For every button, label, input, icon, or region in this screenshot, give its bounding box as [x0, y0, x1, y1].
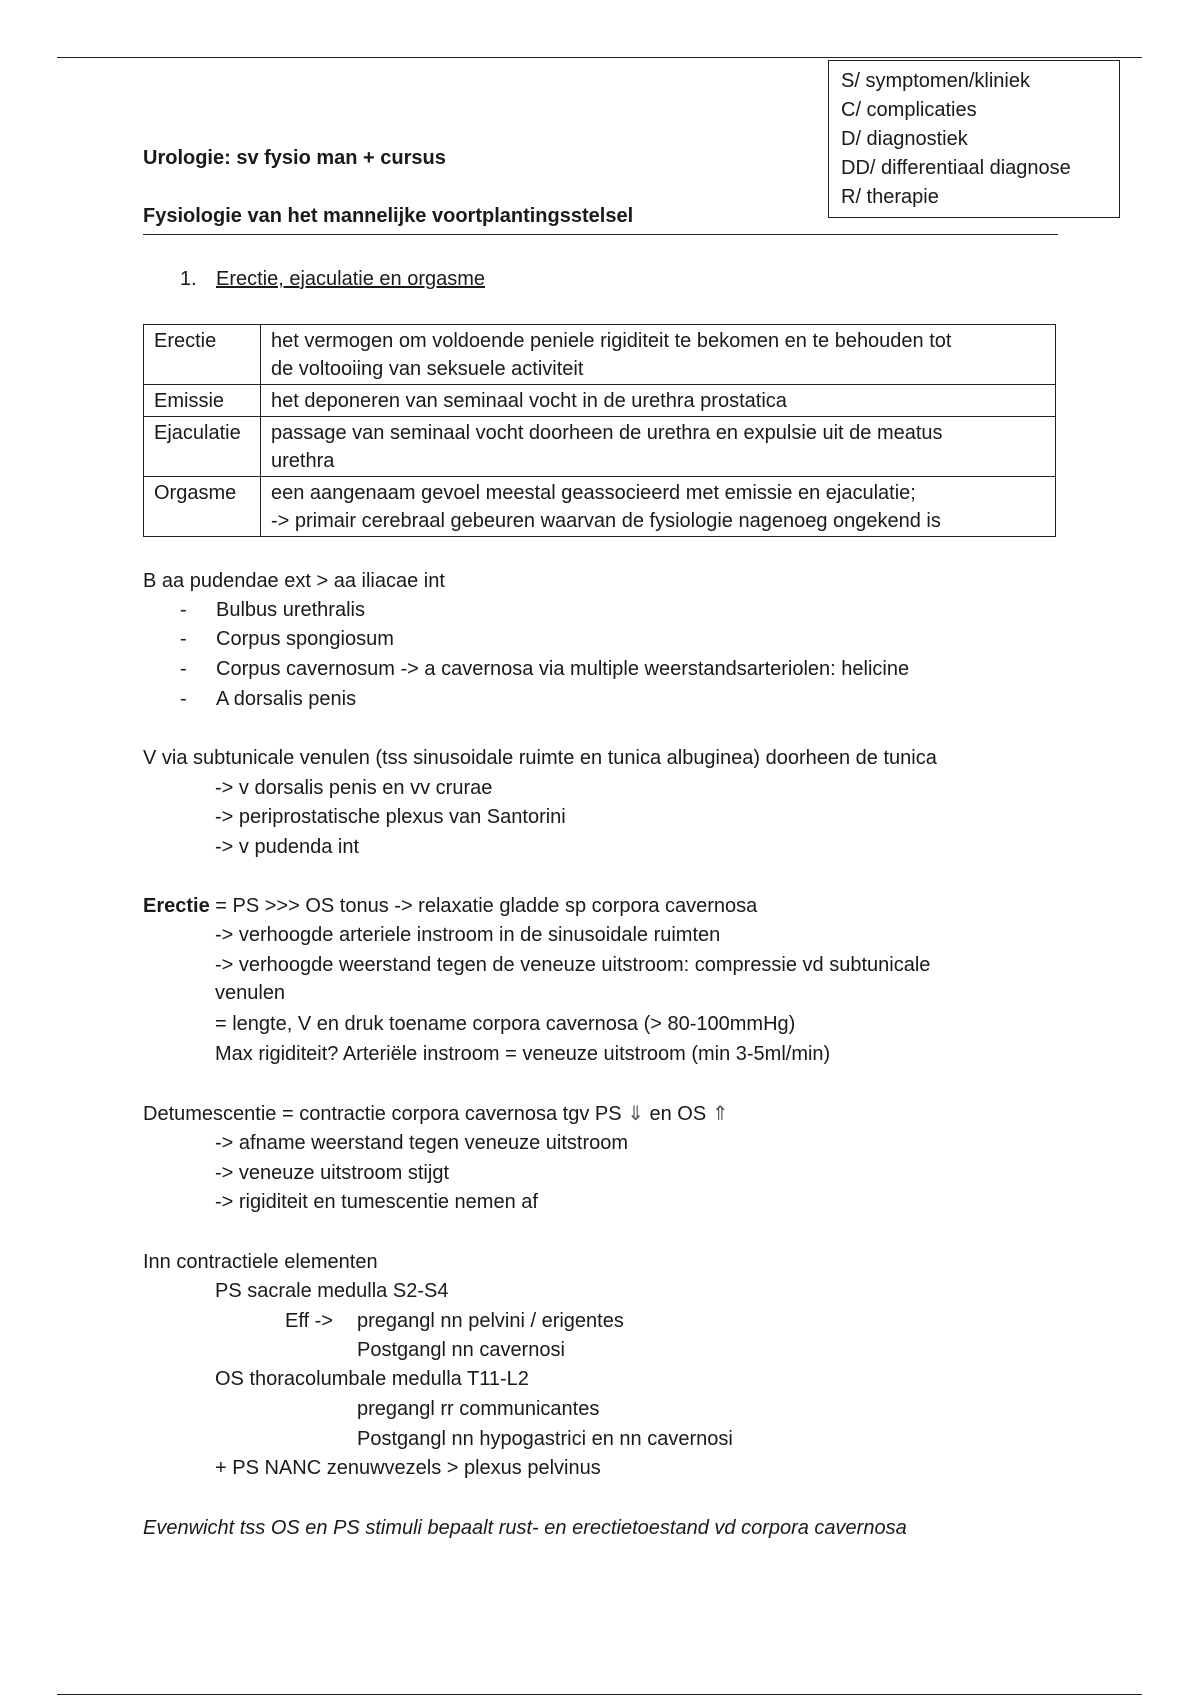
definitions-table — [143, 324, 1056, 537]
list-item: -> v dorsalis penis en vv crurae — [215, 777, 493, 799]
nanc-line: + PS NANC zenuwvezels > plexus pelvinus — [215, 1457, 601, 1479]
definition-line: de voltooiing van seksuele activiteit — [271, 358, 584, 380]
erection-label: Erectie — [143, 895, 210, 917]
definition-line: urethra — [271, 450, 335, 472]
erection-intro — [143, 893, 757, 920]
definition-text — [261, 477, 1056, 537]
definition-line: het vermogen om voldoende peniele rigiditeit te bekomen en te behouden tot — [271, 330, 952, 352]
veins-intro: V via subtunicale venulen (tss sinusoidale ruimte en tunica albuginea) doorheen de tunica — [143, 747, 937, 769]
legend-item: S/ symptomen/kliniek — [841, 70, 1030, 92]
list-item: -> v pudenda int — [215, 836, 359, 858]
bullet-dash: - — [180, 688, 187, 710]
definition-line: het deponeren van seminaal vocht in de urethra prostatica — [271, 390, 787, 412]
erection-intro-text: = PS >>> OS tonus -> relaxatie gladde sp corpora cavernosa — [209, 895, 758, 917]
arrow-down-icon: ⇓ — [627, 1103, 644, 1125]
ps-heading: PS sacrale medulla S2-S4 — [215, 1280, 449, 1302]
innervation-intro: Inn contractiele elementen — [143, 1251, 378, 1273]
list-item — [180, 626, 394, 653]
definition-term: Ejaculatie — [144, 417, 261, 477]
list-item: = lengte, V en druk toename corpora cavernosa (> 80-100mmHg) — [215, 1013, 796, 1035]
definition-text — [261, 325, 1056, 385]
definition-line: een aangenaam gevoel meestal geassocieerd met emissie en ejaculatie; — [271, 482, 916, 504]
detumescence-middle: en OS — [643, 1103, 707, 1125]
detumescence-text: Detumescentie = contractie corpora cavernosa tgv PS — [143, 1103, 622, 1125]
list-item — [180, 686, 356, 713]
abbreviation-legend — [828, 60, 1120, 218]
definition-term: Erectie — [144, 325, 261, 385]
heading-number: 1. — [180, 268, 197, 290]
page-bottom-rule — [57, 1694, 1142, 1695]
list-item-text: Corpus spongiosum — [216, 628, 394, 650]
list-item: -> verhoogde arteriele instroom in de sinusoidale ruimten — [215, 924, 721, 946]
list-item-text: Bulbus urethralis — [216, 599, 365, 621]
definition-text — [261, 417, 1056, 477]
definition-line: passage van seminaal vocht doorheen de urethra en expulsie uit de meatus — [271, 422, 943, 444]
table-row — [144, 325, 1056, 385]
list-item: -> afname weerstand tegen veneuze uitstroom — [215, 1132, 629, 1154]
list-item-text: A dorsalis penis — [216, 688, 357, 710]
section-title-rule — [143, 234, 1058, 235]
list-item — [180, 656, 909, 683]
legend-item: DD/ differentiaal diagnose — [841, 157, 1071, 179]
list-item: Postgangl nn hypogastrici en nn cavernosi — [357, 1428, 733, 1450]
table-row — [144, 477, 1056, 537]
definition-term: Emissie — [144, 385, 261, 417]
arteries-intro: B aa pudendae ext > aa iliacae int — [143, 570, 445, 592]
eff-label: Eff -> — [285, 1310, 333, 1332]
table-row — [144, 417, 1056, 477]
definition-term: Orgasme — [144, 477, 261, 537]
list-item: Postgangl nn cavernosi — [357, 1339, 565, 1361]
list-item: -> rigiditeit en tumescentie nemen af — [215, 1191, 538, 1213]
legend-item: C/ complicaties — [841, 99, 977, 121]
detumescence-intro — [143, 1101, 729, 1128]
section-title: Fysiologie van het mannelijke voortplantingsstelsel — [143, 205, 634, 227]
arrow-up-icon: ⇑ — [711, 1103, 729, 1125]
heading-erectie-ejaculatie-orgasme: Erectie, ejaculatie en orgasme — [216, 268, 486, 290]
list-item: -> periprostatische plexus van Santorini — [215, 806, 566, 828]
list-item: Max rigiditeit? Arteriële instroom = veneuze uitstroom (min 3-5ml/min) — [215, 1043, 831, 1065]
os-heading: OS thoracolumbale medulla T11-L2 — [215, 1368, 529, 1390]
list-item-text: Corpus cavernosum -> a cavernosa via multiple weerstandsarteriolen: helicine — [216, 658, 910, 680]
list-item — [180, 597, 365, 624]
bullet-dash: - — [180, 628, 187, 650]
page-top-rule — [57, 57, 1142, 58]
list-item: pregangl rr communicantes — [357, 1398, 600, 1420]
list-item: -> veneuze uitstroom stijgt — [215, 1162, 449, 1184]
definition-text — [261, 385, 1056, 417]
legend-item: D/ diagnostiek — [841, 128, 968, 150]
table-row — [144, 385, 1056, 417]
bullet-dash: - — [180, 599, 187, 621]
document-title: Urologie: sv fysio man + cursus — [143, 147, 446, 169]
conclusion: Evenwicht tss OS en PS stimuli bepaalt rust- en erectietoestand vd corpora cavernosa — [143, 1517, 907, 1539]
legend-item: R/ therapie — [841, 186, 939, 208]
bullet-dash: - — [180, 658, 187, 680]
list-item: venulen — [215, 982, 286, 1004]
list-item: -> verhoogde weerstand tegen de veneuze uitstroom: compressie vd subtunicale — [215, 954, 931, 976]
list-item: pregangl nn pelvini / erigentes — [357, 1310, 624, 1332]
definition-line: -> primair cerebraal gebeuren waarvan de fysiologie nagenoeg ongekend is — [271, 510, 941, 532]
